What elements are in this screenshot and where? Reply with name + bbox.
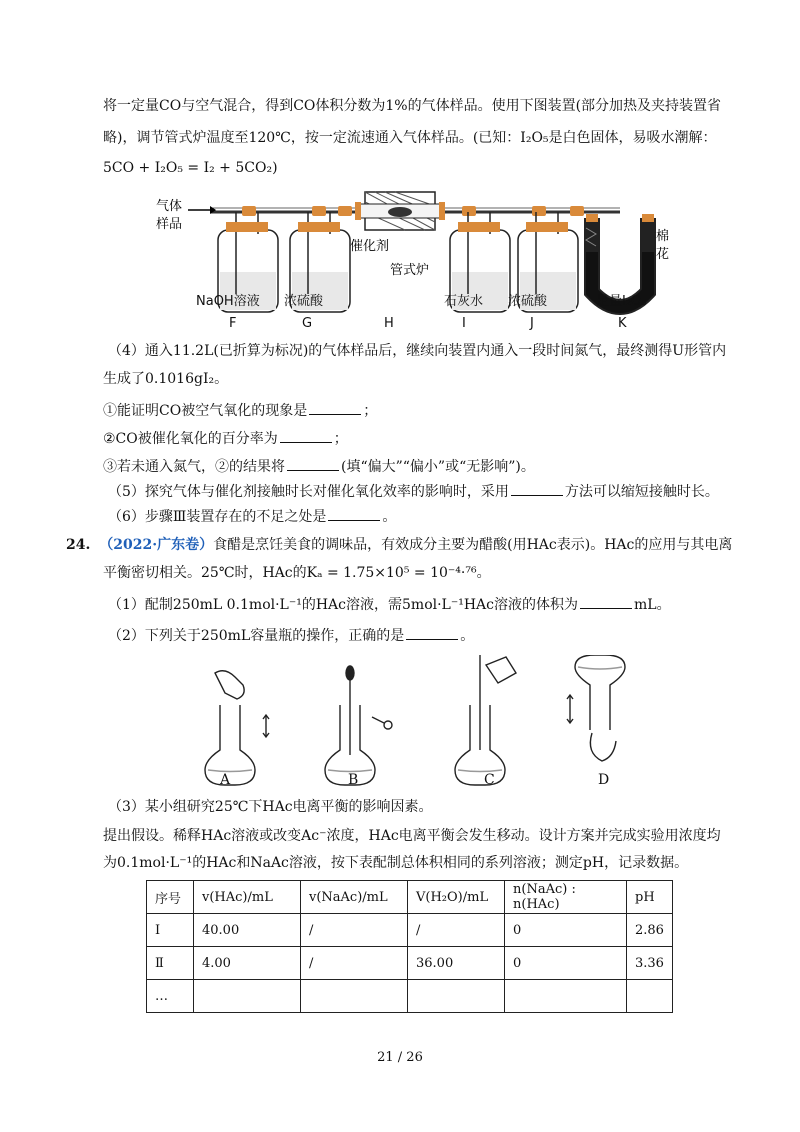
letter-F: F: [229, 316, 237, 331]
table-cell: [627, 980, 673, 1013]
flask-letter-C: C: [484, 772, 495, 788]
page-number: 21 / 26: [377, 1050, 423, 1065]
table-cell: [194, 980, 301, 1013]
table-cell: Ⅰ: [147, 914, 194, 947]
table-header: pH: [627, 881, 673, 914]
table-cell: /: [408, 914, 505, 947]
tube-furnace-H: [355, 192, 445, 230]
table-cell: /: [301, 914, 408, 947]
catalyst-icon: [388, 207, 412, 217]
table-row: [147, 980, 673, 1013]
table-header-row: [147, 881, 673, 914]
beaker-icon: [486, 657, 516, 683]
table-cell: 0: [505, 914, 627, 947]
table-cell: /: [301, 947, 408, 980]
q4-line-2: 生成了0.1016gI₂。: [103, 371, 229, 387]
q24-source: （2022·广东卷）: [99, 537, 214, 553]
furnace-label: 管式炉: [390, 263, 430, 278]
answer-blank[interactable]: [328, 506, 380, 521]
label-G-reagent: 浓硫酸: [284, 294, 324, 309]
table-cell: …: [147, 980, 194, 1013]
gas-label-1: 气体: [156, 199, 183, 214]
intro-line-2: 略)，调节管式炉温度至120℃，按一定流速通入气体样品。(已知：I₂O₅是白色固体，易吸水潮解：: [103, 130, 717, 146]
label-I-reagent: 石灰水: [444, 294, 484, 309]
q24-s1-post: mL。: [634, 597, 671, 613]
table-cell: 4.00: [194, 947, 301, 980]
table-cell: 40.00: [194, 914, 301, 947]
answer-blank[interactable]: [280, 428, 332, 443]
table-cell: 3.36: [627, 947, 673, 980]
q4-line-1: （4）通入11.2L(已折算为标况)的气体样品后，继续向装置内通入一段时间氮气，最终测得U形管内: [108, 343, 727, 359]
q6-text: （6）步骤Ⅲ装置存在的不足之处是: [108, 509, 327, 525]
q24-s1-text: （1）配制250mL 0.1mol·L⁻¹的HAc溶液，需5mol·L⁻¹HAc溶液的体积为: [108, 597, 579, 613]
q5-post: 方法可以缩短接触时长。: [564, 484, 719, 500]
q24-para-2: 为0.1mol·L⁻¹的HAc和NaAc溶液，按下表配制总体积相同的系列溶液；测定pH，记录数据。: [103, 855, 689, 871]
q6-post: 。: [382, 509, 397, 525]
label-J-reagent: 浓硫酸: [508, 294, 548, 309]
flask-B: [325, 666, 392, 785]
answer-blank[interactable]: [406, 625, 458, 640]
label-F-reagent: NaOH溶液: [196, 294, 260, 309]
q4-c: [103, 456, 535, 477]
flask-letter-A: A: [220, 772, 231, 788]
stopper-icon: [384, 721, 392, 729]
gas-label-2: 样品: [156, 217, 183, 232]
hand-icon: [590, 733, 616, 761]
q4-a-text: ①能证明CO被空气氧化的现象是: [103, 403, 308, 419]
label-K-reagent: 足量I₂O₅: [596, 294, 647, 309]
answer-blank[interactable]: [511, 481, 563, 496]
catalyst-label: 催化剂: [350, 239, 390, 254]
answer-blank[interactable]: [580, 594, 632, 609]
table-header: v(HAc)/mL: [194, 881, 301, 914]
flask-C: [455, 655, 516, 785]
answer-blank[interactable]: [309, 400, 361, 415]
table-cell: Ⅱ: [147, 947, 194, 980]
q24-para-1: 提出假设。稀释HAc溶液或改变Ac⁻浓度，HAc电离平衡会发生移动。设计方案并完成实验用浓度均: [103, 828, 721, 844]
table-cell: [408, 980, 505, 1013]
q4-b-end: ；: [333, 431, 348, 447]
hand-icon: [215, 671, 244, 699]
letter-I: I: [462, 316, 466, 331]
q4-c-text: ③若未通入氮气，②的结果将: [103, 459, 285, 475]
letter-H: H: [384, 316, 394, 331]
q5: [108, 481, 719, 502]
q4-a-end: ；: [363, 403, 378, 419]
q24-sub2: [108, 625, 474, 646]
q24-line-2: 平衡密切相关。25℃时，HAc的Kₐ = 1.75×10⁵ = 10⁻⁴·⁷⁶。: [103, 565, 491, 581]
q4-b-text: ②CO被催化氧化的百分率为: [103, 431, 278, 447]
intro-line-1: 将一定量CO与空气混合，得到CO体积分数为1%的气体样品。使用下图装置(部分加热及夹持装置省: [103, 98, 722, 114]
flask-letter-B: B: [348, 772, 359, 788]
table-cell: 0: [505, 947, 627, 980]
letter-K: K: [618, 316, 627, 331]
answer-blank[interactable]: [287, 456, 339, 471]
q24-s2-text: （2）下列关于250mL容量瓶的操作，正确的是: [108, 628, 405, 644]
flask-operations-figure: [200, 655, 630, 790]
q5-text: （5）探究气体与催化剂接触时长对催化氧化效率的影响时，采用: [108, 484, 509, 500]
letter-J: J: [530, 316, 534, 331]
q4-b: [103, 428, 348, 449]
table-row: [147, 947, 673, 980]
intro-line-3: 5CO + I₂O₅ = I₂ + 5CO₂): [103, 160, 278, 176]
table-cell: [301, 980, 408, 1013]
table-cell: [505, 980, 627, 1013]
flask-D: [567, 655, 625, 761]
q4-c-end: (填“偏大”“偏小”或“无影响”)。: [341, 459, 535, 475]
table-header: n(NaAc) : n(HAc): [505, 881, 627, 914]
flask-letter-D: D: [598, 772, 610, 788]
q24-line-1: 食醋是烹饪美食的调味品，有效成分主要为醋酸(用HAc表示)。HAc的应用与其电离: [213, 537, 733, 553]
q24-number: 24.: [66, 537, 91, 553]
flask-A: [205, 671, 269, 785]
q24-s2-post: 。: [460, 628, 475, 644]
table-cell: 36.00: [408, 947, 505, 980]
data-table: [146, 880, 673, 1013]
q24-sub3: （3）某小组研究25℃下HAc电离平衡的影响因素。: [108, 799, 433, 815]
letter-G: G: [302, 316, 313, 331]
table-header: 序号: [147, 881, 194, 914]
q24-header: [66, 535, 732, 555]
table-row: [147, 914, 673, 947]
table-header: V(H₂O)/mL: [408, 881, 505, 914]
cotton-label-1: 棉: [656, 229, 670, 244]
table-header: v(NaAc)/mL: [301, 881, 408, 914]
table-cell: 2.86: [627, 914, 673, 947]
q4-a: [103, 400, 377, 421]
q24-sub1: [108, 594, 671, 615]
cotton-label-2: 花: [656, 247, 670, 262]
q6: [108, 506, 396, 527]
